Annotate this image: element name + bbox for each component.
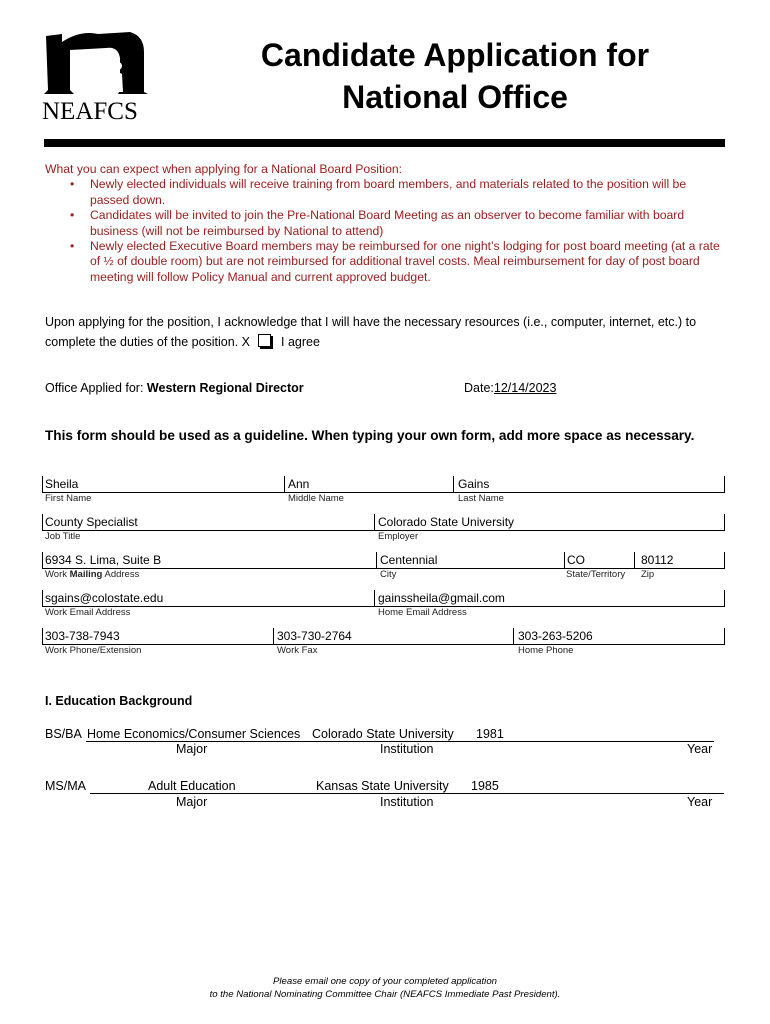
date-label: Date: (464, 381, 494, 395)
field-border (42, 628, 43, 644)
home-email-label: Home Email Address (378, 607, 467, 618)
degree-msma: MS/MA (45, 779, 86, 793)
degree-bsba: BS/BA (45, 727, 82, 741)
field-border (42, 590, 43, 606)
work-fax-field[interactable]: 303-730-2764 (277, 629, 352, 643)
intro-bullets (45, 177, 725, 285)
field-border (42, 514, 43, 530)
year-bsba[interactable]: 1981 (476, 727, 504, 741)
neafcs-logo (40, 28, 152, 124)
job-title-label: Job Title (45, 531, 81, 542)
employer-field[interactable]: Colorado State University (378, 515, 515, 529)
education-underline (90, 793, 724, 794)
intro-bullet: • Newly elected individuals will receive training from board members, and materials related to the position will be passed down. (70, 177, 687, 207)
field-underline (42, 644, 725, 645)
last-name-label: Last Name (458, 493, 504, 504)
work-email-field[interactable]: sgains@colostate.edu (45, 591, 164, 605)
field-border (273, 628, 274, 644)
major-msma[interactable]: Adult Education (148, 779, 236, 793)
major-bsba[interactable]: Home Economics/Consumer Sciences (87, 727, 301, 741)
field-border (634, 552, 635, 568)
agree-checkbox[interactable] (258, 334, 271, 347)
field-border (453, 476, 454, 492)
work-email-label: Work Email Address (45, 607, 131, 618)
middle-name-label: Middle Name (288, 493, 344, 504)
field-border (724, 590, 725, 606)
application-date (464, 381, 556, 395)
address-label: Work Mailing Address (45, 569, 140, 580)
state-label: State/Territory (566, 569, 626, 580)
middle-name-field[interactable]: Ann (288, 477, 310, 491)
year-msma[interactable]: 1985 (471, 779, 499, 793)
office-value: Western Regional Director (146, 381, 304, 395)
title-divider (44, 139, 725, 147)
field-border (724, 514, 725, 530)
state-field[interactable]: CO (567, 553, 585, 567)
field-border (374, 514, 375, 530)
institution-msma[interactable]: Kansas State University (316, 779, 449, 793)
employer-label: Employer (378, 531, 419, 542)
footer-note: Please email one copy of your completed application to the National Nominating Committee Chair (NEAFCS Immediate Past President). (209, 976, 561, 1000)
institution-label: Institution (380, 795, 434, 809)
education-heading: I. Education Background (45, 694, 193, 708)
year-label: Year (687, 742, 713, 756)
agree-label: I agree (281, 335, 320, 349)
institution-bsba[interactable]: Colorado State University (312, 727, 454, 741)
office-applied (45, 381, 304, 395)
institution-label: Institution (380, 742, 434, 756)
intro-lead: What you can expect when applying for a National Board Position: (45, 162, 403, 176)
page-title: Candidate Application for National Office (260, 37, 650, 115)
last-name-field[interactable]: Gains (458, 477, 490, 491)
ack-line1: Upon applying for the position, I acknowledge that I will have the necessary resources (i.e., computer, internet, etc.) to (45, 315, 697, 329)
home-phone-field[interactable]: 303-263-5206 (518, 629, 593, 643)
field-border (564, 552, 565, 568)
intro-section (45, 162, 725, 285)
first-name-label: First Name (45, 493, 92, 504)
major-label: Major (176, 742, 208, 756)
field-border (42, 552, 43, 568)
major-label: Major (176, 795, 208, 809)
address-field[interactable]: 6934 S. Lima, Suite B (45, 553, 162, 567)
city-field[interactable]: Centennial (380, 553, 438, 567)
office-label: Office Applied for: (45, 381, 147, 395)
guideline-note: This form should be used as a guideline. When typing your own form, add more space as necessary. (45, 428, 695, 443)
field-border (376, 552, 377, 568)
field-underline (42, 492, 725, 493)
field-border (724, 628, 725, 644)
field-border (42, 476, 43, 492)
first-name-field[interactable]: Sheila (45, 477, 79, 491)
zip-label: Zip (641, 569, 655, 580)
logo-text: NEAFCS (42, 98, 138, 125)
job-title-field[interactable]: County Specialist (45, 515, 138, 529)
work-phone-field[interactable]: 303-738-7943 (45, 629, 120, 643)
acknowledgement (45, 312, 735, 352)
year-label: Year (687, 795, 713, 809)
field-border (513, 628, 514, 644)
field-border (724, 476, 725, 492)
field-border (284, 476, 285, 492)
intro-bullet: • Newly elected Executive Board members may be reimbursed for one night’s lodging for post board meeting (at a rate of ½ of double room) but are not reimbursed for additional travel costs. Meal reimbursement for day of post board meeting will follow Policy Manual and current approved budget. (70, 239, 720, 284)
field-border (374, 590, 375, 606)
city-label: City (380, 569, 397, 580)
work-fax-label: Work Fax (277, 645, 318, 656)
date-value: 12/14/2023 (493, 381, 557, 395)
home-phone-label: Home Phone (518, 645, 574, 656)
intro-bullet: • Candidates will be invited to join the Pre-National Board Meeting as an observer to become familiar with board business (will not be reimbursed by National to attend) (70, 208, 685, 238)
field-border (724, 552, 725, 568)
work-phone-label: Work Phone/Extension (45, 645, 142, 656)
zip-field[interactable]: 80112 (641, 553, 674, 567)
home-email-field[interactable]: gainssheila@gmail.com (378, 591, 505, 605)
ack-line2: complete the duties of the position. X I agree (45, 335, 320, 349)
